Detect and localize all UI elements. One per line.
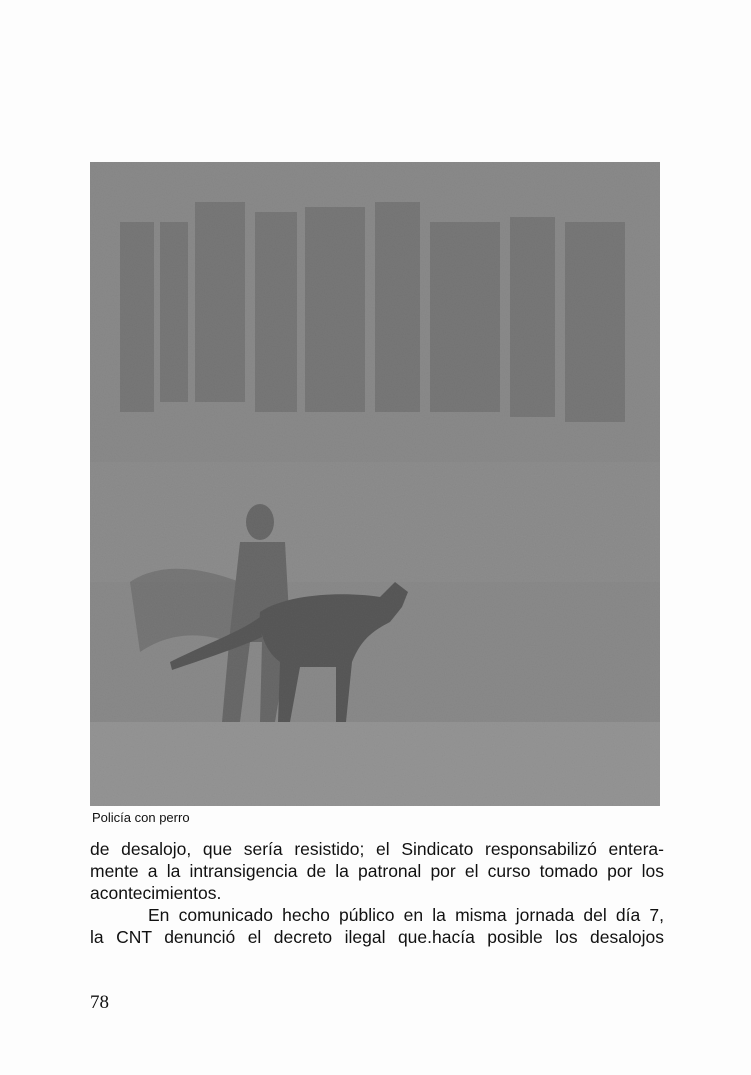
text-line: acontecimientos. bbox=[90, 883, 222, 903]
photograph-police-with-dog bbox=[90, 162, 660, 806]
body-paragraphs bbox=[90, 838, 664, 948]
page-number: 78 bbox=[90, 992, 109, 1013]
figure-caption: Policía con perro bbox=[92, 810, 190, 825]
photo-illustration bbox=[90, 162, 660, 806]
text-line: la CNT denunció el decreto ilegal que.hacía posible los desalojos bbox=[90, 927, 664, 947]
text-line: de desalojo, que sería resistido; el Sindicato responsabilizó entera- bbox=[90, 839, 664, 859]
paragraph-new bbox=[90, 904, 664, 948]
paragraph-continuation bbox=[90, 838, 664, 904]
text-line: En comunicado hecho público en la misma jornada del día 7, bbox=[148, 905, 664, 925]
text-line: mente a la intransigencia de la patronal por el curso tomado por los bbox=[90, 861, 664, 881]
